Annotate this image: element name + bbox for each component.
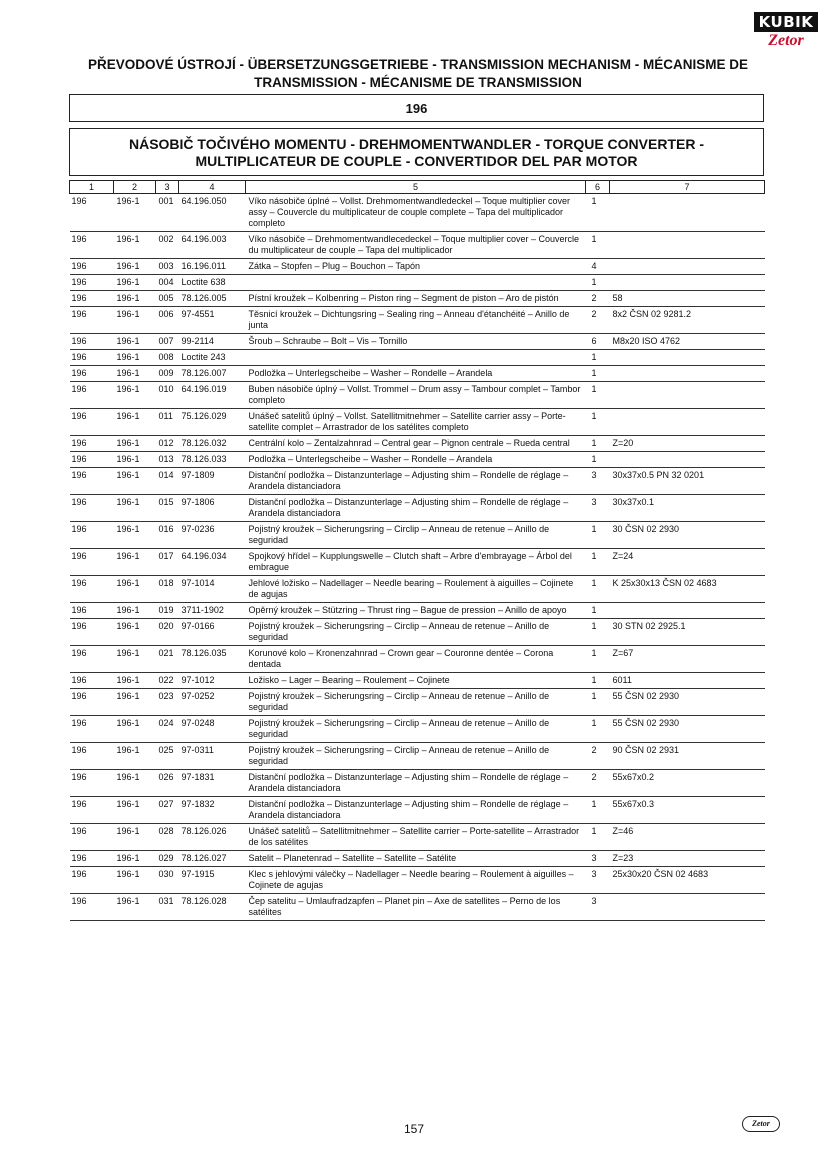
cell-subgroup: 196-1 [114, 522, 156, 549]
cell-subgroup: 196-1 [114, 603, 156, 619]
table-row [70, 894, 765, 921]
cell-group: 196 [70, 275, 114, 291]
cell-group: 196 [70, 743, 114, 770]
cell-subgroup: 196-1 [114, 894, 156, 921]
cell-group: 196 [70, 452, 114, 468]
cell-position: 005 [156, 291, 179, 307]
cell-quantity: 3 [586, 495, 610, 522]
cell-description: Centrální kolo – Zentalzahnrad – Central gear – Pignon centrale – Rueda central [246, 436, 586, 452]
cell-subgroup: 196-1 [114, 334, 156, 350]
cell-quantity: 1 [586, 409, 610, 436]
cell-part-number: 64.196.050 [179, 194, 246, 232]
cell-quantity: 1 [586, 797, 610, 824]
cell-subgroup: 196-1 [114, 350, 156, 366]
cell-quantity: 3 [586, 894, 610, 921]
cell-position: 023 [156, 689, 179, 716]
table-row [70, 522, 765, 549]
cell-quantity: 1 [586, 382, 610, 409]
cell-subgroup: 196-1 [114, 495, 156, 522]
cell-position: 031 [156, 894, 179, 921]
cell-description: Klec s jehlovými válečky – Nadellager – Needle bearing – Roulement à aiguilles – Cojinete de agujas [246, 867, 586, 894]
cell-note: 90 ČSN 02 2931 [610, 743, 765, 770]
cell-subgroup: 196-1 [114, 291, 156, 307]
cell-note: Z=46 [610, 824, 765, 851]
table-row [70, 350, 765, 366]
cell-description: Unášeč satelitů úplný – Vollst. Satellitmitnehmer – Satellite carrier assy – Porte-satellite complet – Arrastrador de los satélites completo [246, 409, 586, 436]
cell-description: Opěrný kroužek – Stützring – Thrust ring – Bague de pression – Anillo de apoyo [246, 603, 586, 619]
cell-description: Těsnicí kroužek – Dichtungsring – Sealing ring – Anneau d'étanchéité – Anillo de junta [246, 307, 586, 334]
cell-quantity: 1 [586, 603, 610, 619]
cell-subgroup: 196-1 [114, 549, 156, 576]
cell-position: 009 [156, 366, 179, 382]
table-row [70, 495, 765, 522]
cell-description: Distanční podložka – Distanzunterlage – Adjusting shim – Rondelle de réglage – Arandela distanciadora [246, 770, 586, 797]
cell-subgroup: 196-1 [114, 307, 156, 334]
cell-note: 30 ČSN 02 2930 [610, 522, 765, 549]
table-row [70, 646, 765, 673]
cell-note: 25x30x20 ČSN 02 4683 [610, 867, 765, 894]
table-row [70, 603, 765, 619]
table-row [70, 673, 765, 689]
cell-quantity: 1 [586, 576, 610, 603]
cell-group: 196 [70, 549, 114, 576]
table-row [70, 291, 765, 307]
cell-subgroup: 196-1 [114, 232, 156, 259]
table-row [70, 275, 765, 291]
cell-quantity: 6 [586, 334, 610, 350]
cell-group: 196 [70, 495, 114, 522]
kubik-zetor-logo [754, 12, 818, 50]
cell-description: Satelit – Planetenrad – Satellite – Satellite – Satélite [246, 851, 586, 867]
cell-group: 196 [70, 716, 114, 743]
cell-part-number: 64.196.003 [179, 232, 246, 259]
cell-part-number: 78.126.035 [179, 646, 246, 673]
table-row [70, 576, 765, 603]
cell-position: 007 [156, 334, 179, 350]
cell-position: 029 [156, 851, 179, 867]
cell-position: 025 [156, 743, 179, 770]
cell-quantity: 1 [586, 232, 610, 259]
cell-description: Čep satelitu – Umlaufradzapfen – Planet pin – Axe de satellites – Perno de los satélites [246, 894, 586, 921]
cell-position: 027 [156, 797, 179, 824]
column-header: 7 [610, 181, 765, 194]
cell-quantity: 3 [586, 867, 610, 894]
cell-description: Distanční podložka – Distanzunterlage – Adjusting shim – Rondelle de réglage – Arandela distanciadora [246, 468, 586, 495]
cell-description: Pojistný kroužek – Sicherungsring – Circlip – Anneau de retenue – Anillo de seguridad [246, 743, 586, 770]
cell-part-number: 97-0248 [179, 716, 246, 743]
cell-position: 019 [156, 603, 179, 619]
cell-part-number: 78.126.026 [179, 824, 246, 851]
table-row [70, 232, 765, 259]
cell-note [610, 409, 765, 436]
cell-description: Pístní kroužek – Kolbenring – Piston ring – Segment de piston – Aro de pistón [246, 291, 586, 307]
cell-note: 58 [610, 291, 765, 307]
cell-group: 196 [70, 894, 114, 921]
cell-subgroup: 196-1 [114, 716, 156, 743]
cell-part-number: 78.126.028 [179, 894, 246, 921]
cell-position: 012 [156, 436, 179, 452]
cell-description: Pojistný kroužek – Sicherungsring – Circlip – Anneau de retenue – Anillo de seguridad [246, 716, 586, 743]
cell-note [610, 232, 765, 259]
cell-note [610, 194, 765, 232]
cell-position: 020 [156, 619, 179, 646]
cell-group: 196 [70, 232, 114, 259]
cell-note [610, 382, 765, 409]
section-title-line1: NÁSOBIČ TOČIVÉHO MOMENTU - DREHMOMENTWANDLER - TORQUE CONVERTER - [128, 136, 705, 152]
table-row [70, 194, 765, 232]
cell-subgroup: 196-1 [114, 366, 156, 382]
cell-description: Víko násobiče – Drehmomentwandlecedeckel – Toque multiplier cover – Couvercle du multiplicateur de couple – Tapa del multiplicador [246, 232, 586, 259]
cell-part-number: 3711-1902 [179, 603, 246, 619]
cell-position: 001 [156, 194, 179, 232]
cell-group: 196 [70, 797, 114, 824]
cell-subgroup: 196-1 [114, 382, 156, 409]
cell-subgroup: 196-1 [114, 770, 156, 797]
cell-description: Spojkový hřídel – Kupplungswelle – Clutch shaft – Arbre d'embrayage – Árbol del embrague [246, 549, 586, 576]
cell-group: 196 [70, 824, 114, 851]
cell-group: 196 [70, 522, 114, 549]
cell-description: Distanční podložka – Distanzunterlage – Adjusting shim – Rondelle de réglage – Arandela distanciadora [246, 495, 586, 522]
cell-subgroup: 196-1 [114, 646, 156, 673]
cell-part-number: 97-1014 [179, 576, 246, 603]
cell-quantity: 1 [586, 350, 610, 366]
cell-group: 196 [70, 673, 114, 689]
kubik-logo: KUBIK [754, 12, 818, 32]
cell-position: 017 [156, 549, 179, 576]
cell-position: 030 [156, 867, 179, 894]
table-header-row [70, 181, 765, 194]
cell-subgroup: 196-1 [114, 436, 156, 452]
cell-part-number: 64.196.019 [179, 382, 246, 409]
cell-note: 30 STN 02 2925.1 [610, 619, 765, 646]
cell-quantity: 1 [586, 689, 610, 716]
cell-group: 196 [70, 689, 114, 716]
cell-part-number: 16.196.011 [179, 259, 246, 275]
cell-subgroup: 196-1 [114, 409, 156, 436]
cell-group: 196 [70, 307, 114, 334]
table-row [70, 824, 765, 851]
table-row [70, 382, 765, 409]
cell-position: 016 [156, 522, 179, 549]
cell-note: 8x2 ČSN 02 9281.2 [610, 307, 765, 334]
cell-part-number: 97-4551 [179, 307, 246, 334]
cell-part-number: 78.126.033 [179, 452, 246, 468]
cell-quantity: 1 [586, 194, 610, 232]
cell-part-number: Loctite 243 [179, 350, 246, 366]
zetor-footer-badge: Zetor [742, 1116, 780, 1132]
cell-quantity: 2 [586, 743, 610, 770]
cell-group: 196 [70, 603, 114, 619]
cell-description: Distanční podložka – Distanzunterlage – Adjusting shim – Rondelle de réglage – Arandela distanciadora [246, 797, 586, 824]
table-row [70, 797, 765, 824]
cell-part-number: 78.126.027 [179, 851, 246, 867]
cell-part-number: 97-1806 [179, 495, 246, 522]
table-row [70, 743, 765, 770]
cell-description: Pojistný kroužek – Sicherungsring – Circlip – Anneau de retenue – Anillo de seguridad [246, 619, 586, 646]
cell-part-number: 64.196.034 [179, 549, 246, 576]
cell-position: 013 [156, 452, 179, 468]
cell-group: 196 [70, 619, 114, 646]
cell-description: Buben násobiče úplný – Vollst. Trommel – Drum assy – Tambour complet – Tambor completo [246, 382, 586, 409]
table-row [70, 549, 765, 576]
cell-subgroup: 196-1 [114, 452, 156, 468]
cell-group: 196 [70, 576, 114, 603]
cell-note [610, 452, 765, 468]
cell-quantity: 1 [586, 619, 610, 646]
cell-description: Pojistný kroužek – Sicherungsring – Circlip – Anneau de retenue – Anillo de seguridad [246, 522, 586, 549]
cell-part-number: 97-1809 [179, 468, 246, 495]
cell-subgroup: 196-1 [114, 576, 156, 603]
cell-part-number: 97-1915 [179, 867, 246, 894]
cell-group: 196 [70, 194, 114, 232]
cell-note: 30x37x0.5 PN 32 0201 [610, 468, 765, 495]
cell-note: Z=23 [610, 851, 765, 867]
cell-group: 196 [70, 851, 114, 867]
table-row [70, 689, 765, 716]
cell-part-number: 97-0252 [179, 689, 246, 716]
cell-group: 196 [70, 409, 114, 436]
cell-description: Podložka – Unterlegscheibe – Washer – Rondelle – Arandela [246, 452, 586, 468]
cell-note: 55x67x0.3 [610, 797, 765, 824]
cell-note [610, 603, 765, 619]
cell-quantity: 1 [586, 452, 610, 468]
table-row [70, 468, 765, 495]
cell-subgroup: 196-1 [114, 867, 156, 894]
cell-quantity: 3 [586, 851, 610, 867]
cell-part-number: 97-1832 [179, 797, 246, 824]
cell-position: 028 [156, 824, 179, 851]
column-header: 6 [586, 181, 610, 194]
cell-description: Unášeč satelitů – Satellitmitnehmer – Satellite carrier – Porte-satellite – Arrastrador de los satélites [246, 824, 586, 851]
cell-description [246, 275, 586, 291]
cell-subgroup: 196-1 [114, 824, 156, 851]
cell-subgroup: 196-1 [114, 743, 156, 770]
cell-position: 003 [156, 259, 179, 275]
table-row [70, 334, 765, 350]
cell-position: 022 [156, 673, 179, 689]
cell-subgroup: 196-1 [114, 468, 156, 495]
cell-part-number: 97-0236 [179, 522, 246, 549]
cell-quantity: 1 [586, 522, 610, 549]
cell-quantity: 2 [586, 291, 610, 307]
group-number-box: 196 [69, 94, 764, 122]
cell-position: 015 [156, 495, 179, 522]
cell-note [610, 275, 765, 291]
cell-description: Pojistný kroužek – Sicherungsring – Circlip – Anneau de retenue – Anillo de seguridad [246, 689, 586, 716]
cell-note: Z=20 [610, 436, 765, 452]
table-row [70, 366, 765, 382]
cell-note: K 25x30x13 ČSN 02 4683 [610, 576, 765, 603]
cell-position: 008 [156, 350, 179, 366]
cell-part-number: 78.126.007 [179, 366, 246, 382]
cell-description: Podložka – Unterlegscheibe – Washer – Rondelle – Arandela [246, 366, 586, 382]
section-title-box [69, 128, 764, 176]
cell-note: 55 ČSN 02 2930 [610, 716, 765, 743]
cell-description: Zátka – Stopfen – Plug – Bouchon – Tapón [246, 259, 586, 275]
cell-note [610, 894, 765, 921]
parts-table [69, 180, 765, 921]
cell-quantity: 1 [586, 824, 610, 851]
cell-note: 55x67x0.2 [610, 770, 765, 797]
cell-position: 026 [156, 770, 179, 797]
cell-quantity: 1 [586, 673, 610, 689]
cell-subgroup: 196-1 [114, 194, 156, 232]
table-row [70, 452, 765, 468]
column-header: 5 [246, 181, 586, 194]
parts-table-body [70, 194, 765, 921]
cell-group: 196 [70, 770, 114, 797]
cell-note [610, 350, 765, 366]
cell-position: 006 [156, 307, 179, 334]
cell-group: 196 [70, 350, 114, 366]
cell-quantity: 1 [586, 646, 610, 673]
cell-part-number: Loctite 638 [179, 275, 246, 291]
cell-part-number: 97-0166 [179, 619, 246, 646]
cell-part-number: 97-0311 [179, 743, 246, 770]
cell-quantity: 1 [586, 549, 610, 576]
cell-note: Z=67 [610, 646, 765, 673]
cell-quantity: 4 [586, 259, 610, 275]
cell-part-number: 78.126.032 [179, 436, 246, 452]
cell-quantity: 1 [586, 275, 610, 291]
cell-note: 55 ČSN 02 2930 [610, 689, 765, 716]
table-row [70, 436, 765, 452]
column-header: 3 [156, 181, 179, 194]
table-row [70, 259, 765, 275]
cell-subgroup: 196-1 [114, 673, 156, 689]
column-header: 4 [179, 181, 246, 194]
cell-quantity: 1 [586, 436, 610, 452]
cell-description [246, 350, 586, 366]
table-row [70, 716, 765, 743]
cell-position: 021 [156, 646, 179, 673]
cell-group: 196 [70, 334, 114, 350]
cell-part-number: 78.126.005 [179, 291, 246, 307]
cell-part-number: 99-2114 [179, 334, 246, 350]
cell-part-number: 97-1012 [179, 673, 246, 689]
table-row [70, 619, 765, 646]
cell-subgroup: 196-1 [114, 259, 156, 275]
cell-subgroup: 196-1 [114, 797, 156, 824]
cell-subgroup: 196-1 [114, 275, 156, 291]
cell-group: 196 [70, 468, 114, 495]
cell-group: 196 [70, 366, 114, 382]
cell-note: Z=24 [610, 549, 765, 576]
column-header: 2 [114, 181, 156, 194]
cell-description: Víko násobiče úplné – Vollst. Drehmomentwandledeckel – Toque multiplier cover assy – Couvercle du multiplicateur de couple complete – Tapa del multiplicador completo [246, 194, 586, 232]
table-row [70, 867, 765, 894]
cell-position: 004 [156, 275, 179, 291]
column-header: 1 [70, 181, 114, 194]
cell-note: 6011 [610, 673, 765, 689]
cell-note [610, 366, 765, 382]
page-header-title: PŘEVODOVÉ ÚSTROJÍ - ÜBERSETZUNGSGETRIEBE - TRANSMISSION MECHANISM - MÉCANISME DE TRANSMISSION - MÉCANISME DE TRANSMISSION [87, 57, 749, 90]
cell-description: Ložisko – Lager – Bearing – Roulement – Cojinete [246, 673, 586, 689]
cell-group: 196 [70, 382, 114, 409]
cell-group: 196 [70, 259, 114, 275]
cell-note: 30x37x0.1 [610, 495, 765, 522]
cell-position: 010 [156, 382, 179, 409]
cell-position: 002 [156, 232, 179, 259]
cell-description: Korunové kolo – Kronenzahnrad – Crown gear – Couronne dentée – Corona dentada [246, 646, 586, 673]
page-number: 157 [403, 1122, 425, 1136]
cell-group: 196 [70, 436, 114, 452]
table-row [70, 851, 765, 867]
cell-quantity: 2 [586, 307, 610, 334]
zetor-logo: Zetor [768, 32, 804, 49]
table-row [70, 770, 765, 797]
cell-position: 011 [156, 409, 179, 436]
cell-quantity: 3 [586, 468, 610, 495]
cell-note [610, 259, 765, 275]
cell-subgroup: 196-1 [114, 689, 156, 716]
cell-part-number: 75.126.029 [179, 409, 246, 436]
cell-quantity: 1 [586, 716, 610, 743]
cell-position: 018 [156, 576, 179, 603]
cell-subgroup: 196-1 [114, 851, 156, 867]
cell-subgroup: 196-1 [114, 619, 156, 646]
cell-group: 196 [70, 291, 114, 307]
cell-quantity: 2 [586, 770, 610, 797]
cell-quantity: 1 [586, 366, 610, 382]
cell-part-number: 97-1831 [179, 770, 246, 797]
cell-position: 024 [156, 716, 179, 743]
table-row [70, 409, 765, 436]
cell-description: Jehlové ložisko – Nadellager – Needle bearing – Roulement à aiguilles – Cojinete de agujas [246, 576, 586, 603]
cell-position: 014 [156, 468, 179, 495]
cell-group: 196 [70, 646, 114, 673]
cell-group: 196 [70, 867, 114, 894]
table-row [70, 307, 765, 334]
cell-note: M8x20 ISO 4762 [610, 334, 765, 350]
section-title-line2: MULTIPLICATEUR DE COUPLE - CONVERTIDOR DEL PAR MOTOR [195, 153, 638, 169]
cell-description: Šroub – Schraube – Bolt – Vis – Tornillo [246, 334, 586, 350]
